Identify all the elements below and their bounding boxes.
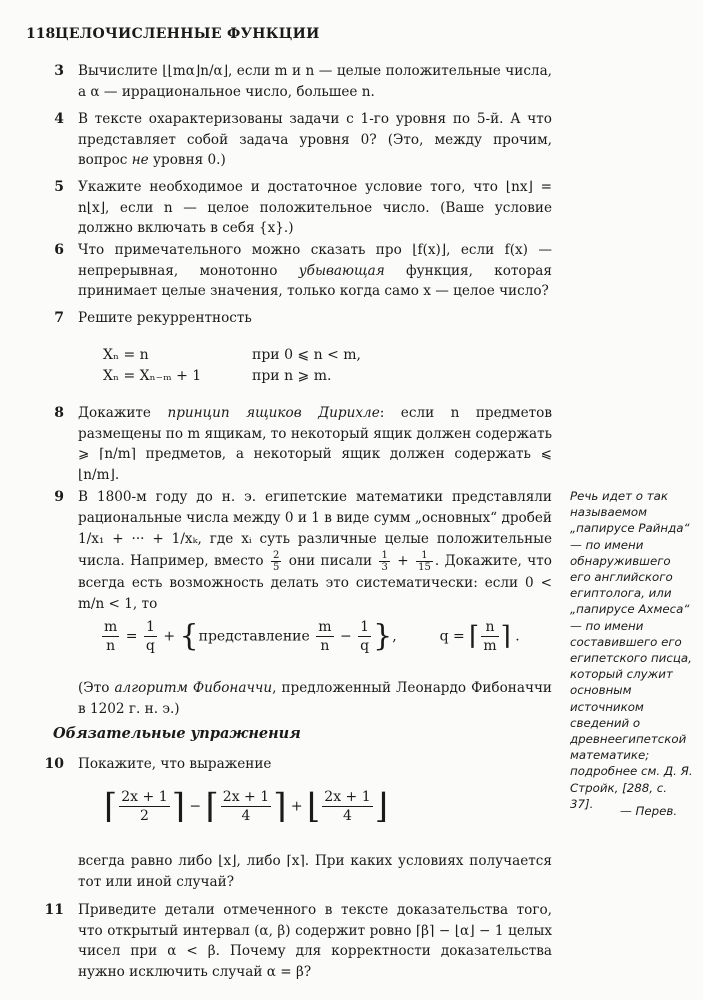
exercise-10-tail: всегда равно либо ⌊x⌋, либо ⌈x⌉. При каких условиях получается тот или иной случай? bbox=[78, 853, 552, 890]
page-number: 118 bbox=[26, 26, 56, 42]
recurrence-line2-right: при n ⩾ m. bbox=[252, 368, 332, 384]
recurrence-line1-left: Xₙ = n bbox=[103, 347, 149, 363]
fraction-2-5: $\frac{2}{5}$ bbox=[273, 550, 280, 573]
exercise-text: В тексте охарактеризованы задачи с 1-го уровня по 5-й. А что представляет собой задача уровня 0? (Это, между прочим, вопрос не уровня 0.) bbox=[78, 111, 552, 168]
exercise-number: 11 bbox=[44, 902, 64, 918]
exercise-text: Что примечательного можно сказать про ⌊f(x)⌋, если f(x) — непрерывная, монотонно убывающая функция, которая принимает целые значения, только когда само x — целое число? bbox=[78, 242, 552, 299]
exercise-text: Докажите принцип ящиков Дирихле: если n предметов размещены по m ящикам, то некоторый ящик должен содержать ⩾ ⌈n/m⌉ предметов, а некоторый ящик должен содержать ⩽ ⌊n/m⌋. bbox=[78, 405, 552, 483]
exercise-number: 9 bbox=[54, 489, 64, 505]
running-title: ЦЕЛОЧИСЛЕННЫЕ ФУНКЦИИ bbox=[55, 26, 320, 42]
exercise-number: 7 bbox=[54, 310, 64, 326]
exercise-number: 5 bbox=[54, 179, 64, 195]
section-title: Обязательные упражнения bbox=[53, 725, 301, 742]
fraction-1-15: $\frac{1}{15}$ bbox=[418, 550, 431, 573]
fibonacci-formula: $\frac{m}{n}$ = $\frac{1}{q}$ + {представление $\frac{m}{n}$ − $\frac{1}{q}$ }, q = ⌈ $\frac{n}{m}$ ⌉ . bbox=[104, 618, 520, 654]
recurrence-line2-left: Xₙ = Xₙ₋ₘ + 1 bbox=[103, 368, 202, 384]
exercise-9-tail: (Это алгоритм Фибоначчи, предложенный Леонардо Фибоначчи в 1202 г. н. э.) bbox=[78, 680, 552, 717]
exercise-number: 4 bbox=[54, 111, 64, 127]
exercise-text: Приведите детали отмеченного в тексте доказательства того, что открытый интервал (α, β) содержит ровно ⌈β⌉ − ⌊α⌋ − 1 целых чисел при α < β. Почему для корректности доказательства нужно исключить случай α = β? bbox=[78, 902, 552, 980]
exercise-number: 10 bbox=[44, 756, 64, 772]
exercise-text: Вычислите ⌊⌊mα⌋n/α⌋, если m и n — целые положительные числа, а α — иррациональное число, большее n. bbox=[78, 63, 552, 100]
recurrence-line1-right: при 0 ⩽ n < m, bbox=[252, 347, 361, 363]
exercise-text: Покажите, что выражение bbox=[78, 756, 272, 772]
exercise-number: 3 bbox=[54, 63, 64, 79]
exercise-text: Укажите необходимое и достаточное условие того, что ⌊nx⌋ = n⌊x⌋, если n — целое положительное число. (Ваше условие должно включать в себя {x}.) bbox=[78, 179, 552, 236]
exercise-number: 6 bbox=[54, 242, 64, 258]
exercise-text: В 1800-м году до н. э. египетские математики представляли рациональные числа между 0 и 1 в виде сумм „основных“ дробей 1/x₁ + ··· + 1/xₖ, где xᵢ суть различные целые положительные числа. Например, вместо $\frac{2}{5}$ они писали $\frac{1}{3}$ + $\frac{1}{15}$ . Докажите, что всегда есть возможность делать это систематически: если 0 < m/n < 1, то bbox=[78, 489, 552, 612]
translator-sidenote: Речь идет о так называемом „папирусе Райнда“ — по имени обнаружившего его английского египтолога, или „папирусе Ахмеса“ — по имени составившего его египетского писца, который служит основным источником сведений о древнеегипетской математике; подробнее см. Д. Я. Стройк, [288, с. 37]. bbox=[570, 489, 693, 811]
exercise-text: Решите рекуррентность bbox=[78, 310, 252, 326]
fraction-1-3: $\frac{1}{3}$ bbox=[381, 550, 388, 573]
exercise-number: 8 bbox=[54, 405, 64, 421]
ceiling-floor-expression: ⌈ $\frac{2x + 1}{2}$ ⌉ − ⌈ $\frac{2x + 1}{4}$ ⌉ + ⌊ $\frac{2x + 1}{4}$ ⌋ bbox=[104, 786, 388, 827]
translator-signature: — Перев. bbox=[620, 804, 678, 818]
